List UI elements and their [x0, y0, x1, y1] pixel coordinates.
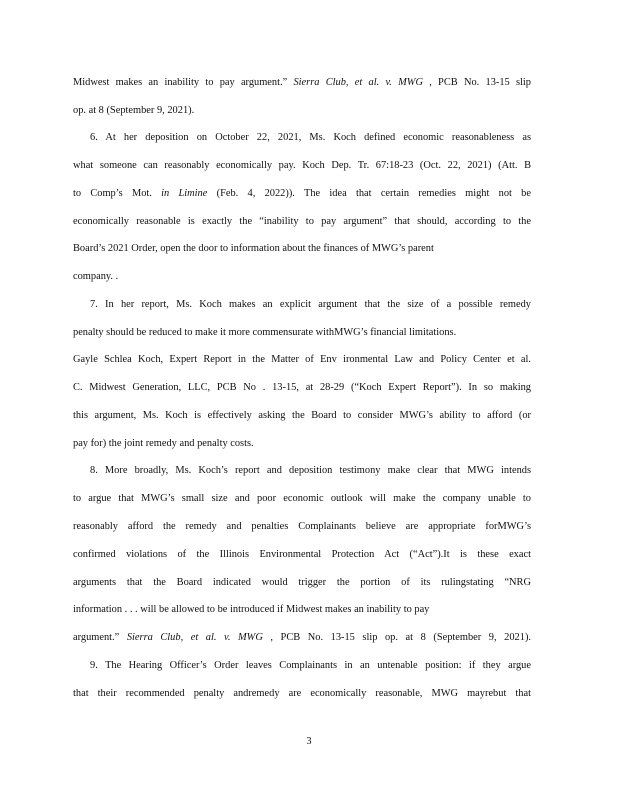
text-line: this argument, Ms. Koch is effectively asking the Board to consider MWG’s ability to afford (or [73, 410, 531, 421]
text-line: C. Midwest Generation, LLC, PCB No . 13-15, at 28-29 (“Koch Expert Report”). In so making [73, 382, 531, 393]
text-line: to argue that MWG’s small size and poor economic outlook will make the company unable to [73, 493, 531, 504]
paragraph-6-start: 6. At her deposition on October 22, 2021, Ms. Koch defined economic reasonableness as [90, 132, 531, 143]
text-line: that their recommended penalty andremedy are economically reasonable, MWG mayrebut that [73, 688, 531, 699]
text-line: op. at 8 (September 9, 2021). [73, 105, 195, 116]
text-line: company. . [73, 271, 119, 282]
text-line: Board’s 2021 Order, open the door to information about the finances of MWG’s parent [73, 243, 434, 254]
text-line: argument.” Sierra Club, et al. v. MWG , PCB No. 13-15 slip op. at 8 (September 9, 2021). [73, 632, 532, 643]
text-line: Midwest makes an inability to pay argument.” Sierra Club, et al. v. MWG , PCB No. 13-15 slip [73, 77, 532, 88]
text-line: reasonably afford the remedy and penalties Complainants believe are appropriate forMWG’s [73, 521, 531, 532]
page-number: 3 [306, 736, 312, 747]
text-line: penalty should be reduced to make it more commensurate withMWG’s financial limitations. [73, 327, 457, 338]
text-line: economically reasonable is exactly the “inability to pay argument” that should, according to the [73, 216, 531, 227]
paragraph-8-start: 8. More broadly, Ms. Koch’s report and deposition testimony make clear that MWG intends [90, 465, 531, 476]
text-line: what someone can reasonably economically pay. Koch Dep. Tr. 67:18-23 (Oct. 22, 2021) (Att. B [73, 160, 531, 171]
paragraph-9-start: 9. The Hearing Officer’s Order leaves Complainants in an untenable position: if they argue [90, 660, 531, 671]
text-line: confirmed violations of the Illinois Environmental Protection Act (“Act”).It is these exact [73, 549, 531, 560]
text-line: arguments that the Board indicated would trigger the portion of its rulingstating “NRG [73, 577, 531, 588]
paragraph-7-start: 7. In her report, Ms. Koch makes an explicit argument that the size of a possible remedy [90, 299, 531, 310]
text-line: pay for) the joint remedy and penalty costs. [73, 438, 254, 449]
text-line: Gayle Schlea Koch, Expert Report in the Matter of Env ironmental Law and Policy Center et al. [73, 354, 531, 365]
text-line: information . . . will be allowed to be introduced if Midwest makes an inability to pay [73, 604, 430, 615]
text-line: to Comp’s Mot. in Limine (Feb. 4, 2022)). The idea that certain remedies might not be [73, 188, 531, 199]
